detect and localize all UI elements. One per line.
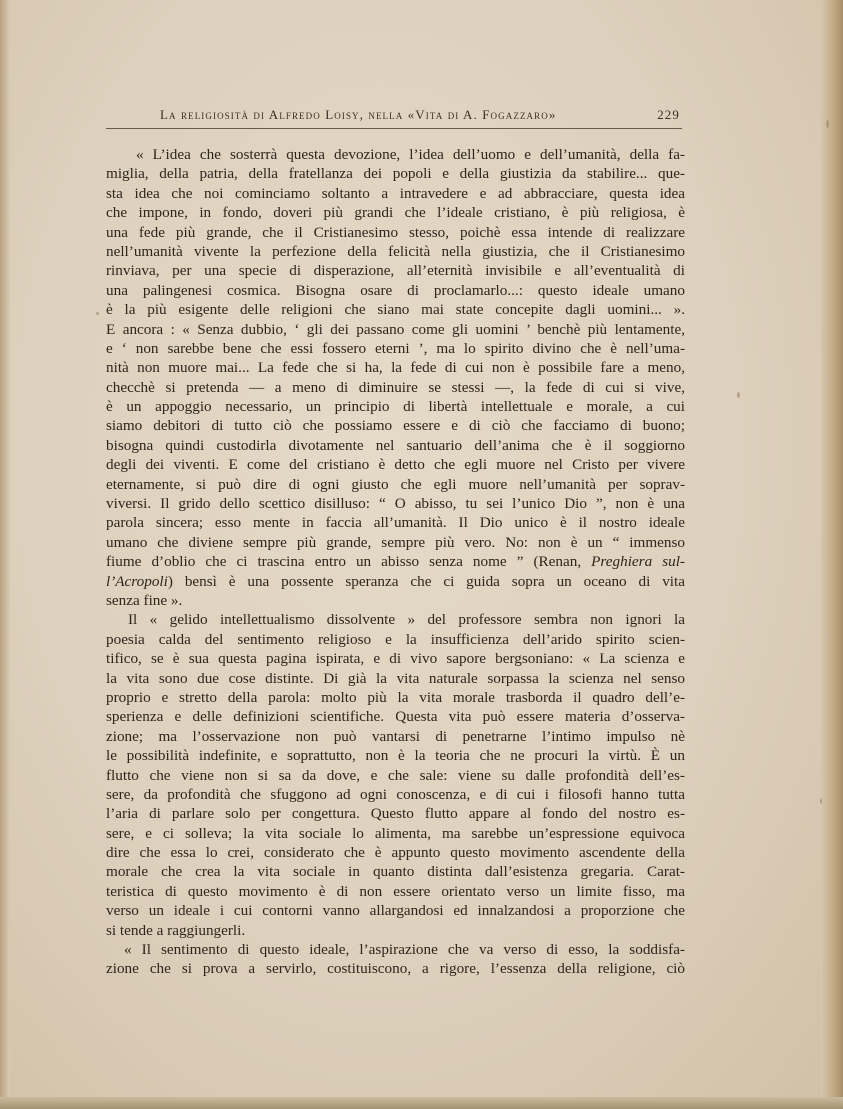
text-line: sperienza e delle definizioni scientifiche. Questa vita può essere materia d’osserva-	[106, 708, 685, 726]
running-header	[160, 107, 680, 123]
paper-speck	[96, 312, 99, 315]
text-line: siamo debitori di tutto ciò che possiamo essere e di ciò che facciamo di buono;	[106, 417, 685, 435]
text-line: Il « gelido intellettualismo dissolvente » del professore sembra non ignori la	[128, 611, 685, 629]
text-line: poesia calda del sentimento religioso e la insufficienza dell’arido spirito scien-	[106, 630, 685, 648]
text-line: parola sincera; esso mente in faccia all’umanità. Il Dio unico è il nostro ideale	[106, 514, 685, 532]
text-line: è un appoggio necessario, un principio di libertà intellettuale e morale, a cui	[106, 398, 685, 416]
text-line: eternamente, si può dire di ogni giusto che egli muore nell’umanità per soprav-	[106, 475, 685, 493]
page-left-edge	[0, 0, 10, 1109]
text-line: « Il sentimento di questo ideale, l’aspirazione che va verso di esso, la soddisfa-	[124, 941, 685, 959]
text-line: le possibilità indefinite, e soprattutto, non è la teoria che ne procuri la virtù. È un	[106, 747, 685, 765]
header-rule	[106, 128, 682, 129]
text-line: una fede più grande, che il Cristianesimo stesso, poichè essa intende di realizzare	[106, 223, 685, 241]
text-segment: fiume d’oblio che ci trascina entro un abisso senza nome ” (Renan,	[106, 553, 582, 571]
text-line: tifico, se è sua questa pagina ispirata, e di vivo sapore bergsoniano: « La scienza e	[106, 650, 685, 668]
italic-title: l’Acropoli	[106, 572, 168, 590]
text-line: teristica di questo movimento è di non essere orientato verso un limite fisso, ma	[106, 882, 685, 900]
page-bottom-edge	[0, 1097, 843, 1109]
page-number: 229	[657, 107, 680, 122]
text-line: viversi. Il grido dello scettico disilluso: “ O abisso, tu sei l’unico Dio ”, non è una	[106, 495, 685, 513]
text-line: l’aria di parlare solo per congettura. Questo flutto appare al fondo del nostro es-	[106, 805, 685, 823]
page-right-edge	[821, 0, 843, 1109]
text-line: degli dei viventi. E come del cristiano è detto che egli muore nel Cristo per vivere	[106, 456, 685, 474]
text-line: la vita sono due cose distinte. Di già la vita naturale sorpassa la scienza nel senso	[106, 669, 685, 687]
italic-title: Preghiera sul-	[591, 553, 685, 571]
text-line: miglia, della patria, della fratellanza dei popoli e della giustizia da stabilire... que-	[106, 165, 685, 183]
paper-speck	[737, 392, 740, 398]
text-line: rinviava, per una specie di disperazione, all’eternità invisibile e all’eventualità di	[106, 262, 685, 280]
text-line: zione che si prova a servirlo, costituiscono, a rigore, l’essenza della religione, ciò	[106, 960, 685, 978]
text-line	[106, 572, 685, 591]
text-line: morale che crea la vita sociale in quanto distinta dall’esistenza gregaria. Carat-	[106, 863, 685, 881]
running-title: La religiosità di Alfredo Loisy, nella «Vita di A. Fogazzaro»	[160, 107, 557, 122]
text-segment: ) bensì è una possente speranza che ci guida sopra un oceano di vita	[167, 572, 685, 590]
text-line: una palingenesi cosmica. Bisogna osare di proclamarlo...: questo ideale umano	[106, 281, 685, 299]
text-line: sere, da profondità che sfuggono ad ogni conoscenza, e di cui i filosofi hanno tutta	[106, 785, 685, 803]
text-line: umano che diviene sempre più grande, sempre più vero. No: non è un “ immenso	[106, 533, 685, 551]
text-line: checchè si pretenda — a meno di diminuire se stessi —, la fede di cui si vive,	[106, 378, 685, 396]
paper-speck	[826, 120, 829, 128]
text-line: si tende a raggiungerli.	[106, 921, 246, 939]
text-line: zione; ma l’osservazione non può vantarsi di penetrarne l’intimo impulso nè	[106, 727, 685, 745]
text-line: nità non muore mai... La fede che si ha, la fede di cui non è possibile fare a meno,	[106, 359, 685, 377]
text-line: E ancora : « Senza dubbio, ‘ gli dei passano come gli uomini ’ benchè più lentamente,	[106, 320, 685, 338]
paper-speck	[820, 798, 822, 804]
text-line: dire che essa lo crei, considerato che è appunto questo movimento ascendente della	[106, 844, 685, 862]
text-line: flutto che viene non si sa da dove, e che sale: viene su dalle profondità dell’es-	[106, 766, 685, 784]
text-line: è la più esigente delle religioni che siano mai state concepite dagli uomini... ».	[106, 301, 685, 319]
text-line: « L’idea che sosterrà questa devozione, l’idea dell’uomo e dell’umanità, della fa-	[136, 146, 685, 163]
text-line: sta idea che noi cominciamo soltanto a intravedere e ad abbracciare, questa idea	[106, 184, 685, 202]
text-line: nell’umanità vivente la perfezione della felicità nella giustizia, che il Cristianesimo	[106, 242, 685, 260]
text-line: e ‘ non sarebbe bene che essi fossero eterni ’, ma lo spirito divino che è nell’uma-	[106, 339, 685, 357]
body-text	[106, 145, 685, 979]
text-line: sere, e ci solleva; la vita sociale lo alimenta, ma sarebbe un’espressione equivoca	[106, 824, 685, 842]
text-line: senza fine ».	[106, 591, 183, 609]
text-line: che impone, in fondo, doveri più grandi che l’ideale cristiano, è più religiosa, è	[106, 204, 685, 222]
text-line: proprio e stretto della parola: molto più la vita morale trasborda il quadro dell’e-	[106, 688, 685, 706]
text-line	[106, 552, 685, 571]
text-line: verso un ideale i cui contorni vanno allargandosi ed innalzandosi a proporzione che	[106, 902, 685, 920]
text-line: bisogna quindi custodirla divotamente nel santuario dell’anima che è il soggiorno	[106, 436, 685, 454]
